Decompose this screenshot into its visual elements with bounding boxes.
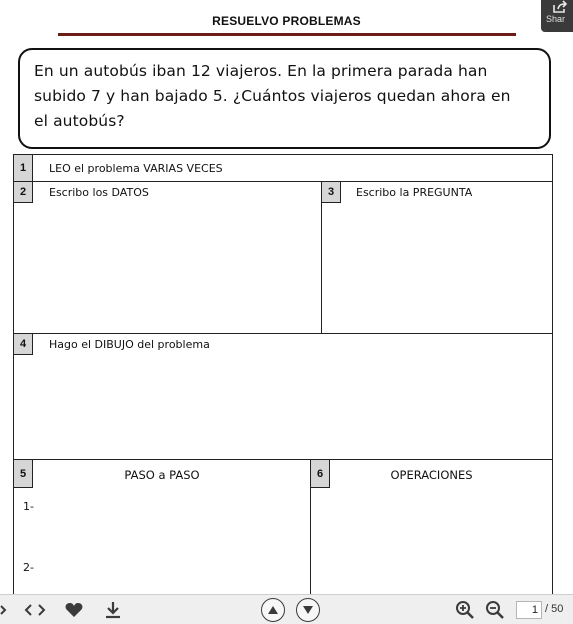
section-operations[interactable] (310, 459, 553, 599)
section-question[interactable] (321, 181, 553, 334)
arrow-down-icon (302, 605, 314, 615)
section-step-by-step[interactable] (13, 459, 311, 599)
share-icon (552, 0, 568, 14)
step-line: 1- (23, 500, 34, 513)
title-underline (58, 33, 516, 36)
section-label: OPERACIONES (390, 468, 473, 482)
previous-page-button[interactable] (261, 598, 285, 622)
chevron-right-icon[interactable] (0, 600, 8, 620)
section-number: 2 (14, 182, 33, 203)
share-label: Shar (546, 14, 566, 24)
worksheet-grid (13, 154, 553, 594)
section-data[interactable] (13, 181, 322, 334)
problem-statement-box (18, 48, 551, 149)
next-page-button[interactable] (296, 598, 320, 622)
zoom-out-icon[interactable] (485, 600, 505, 620)
section-label: LEO el problema VARIAS VECES (49, 162, 223, 175)
section-number: 6 (311, 460, 330, 488)
section-label: Escribo la PREGUNTA (356, 186, 473, 199)
step-line: 2- (23, 561, 34, 574)
section-number: 1 (14, 155, 33, 182)
heart-icon[interactable] (64, 600, 84, 620)
problem-line: En un autobús iban 12 viajeros. En la primera parada han (34, 62, 488, 80)
section-read-problem (13, 154, 553, 182)
viewer-toolbar (0, 594, 573, 624)
problem-line: subido 7 y han bajado 5. ¿Cuántos viajeros quedan ahora en (34, 87, 511, 105)
section-label: Hago el DIBUJO del problema (49, 338, 210, 351)
section-label: Escribo los DATOS (49, 186, 149, 199)
download-icon[interactable] (104, 600, 122, 620)
page-total: / 50 (545, 603, 564, 615)
zoom-in-icon[interactable] (455, 600, 475, 620)
document-title: RESUELVO PROBLEMAS (212, 14, 361, 28)
section-drawing[interactable] (13, 333, 553, 460)
code-icon[interactable] (24, 600, 46, 620)
problem-line: el autobús? (34, 112, 125, 130)
arrow-up-icon (267, 605, 279, 615)
section-number: 4 (14, 334, 33, 355)
section-number: 3 (322, 182, 341, 203)
section-label: PASO a PASO (124, 468, 200, 482)
page-number-input[interactable]: 1 (516, 601, 542, 619)
section-number: 5 (14, 460, 33, 488)
